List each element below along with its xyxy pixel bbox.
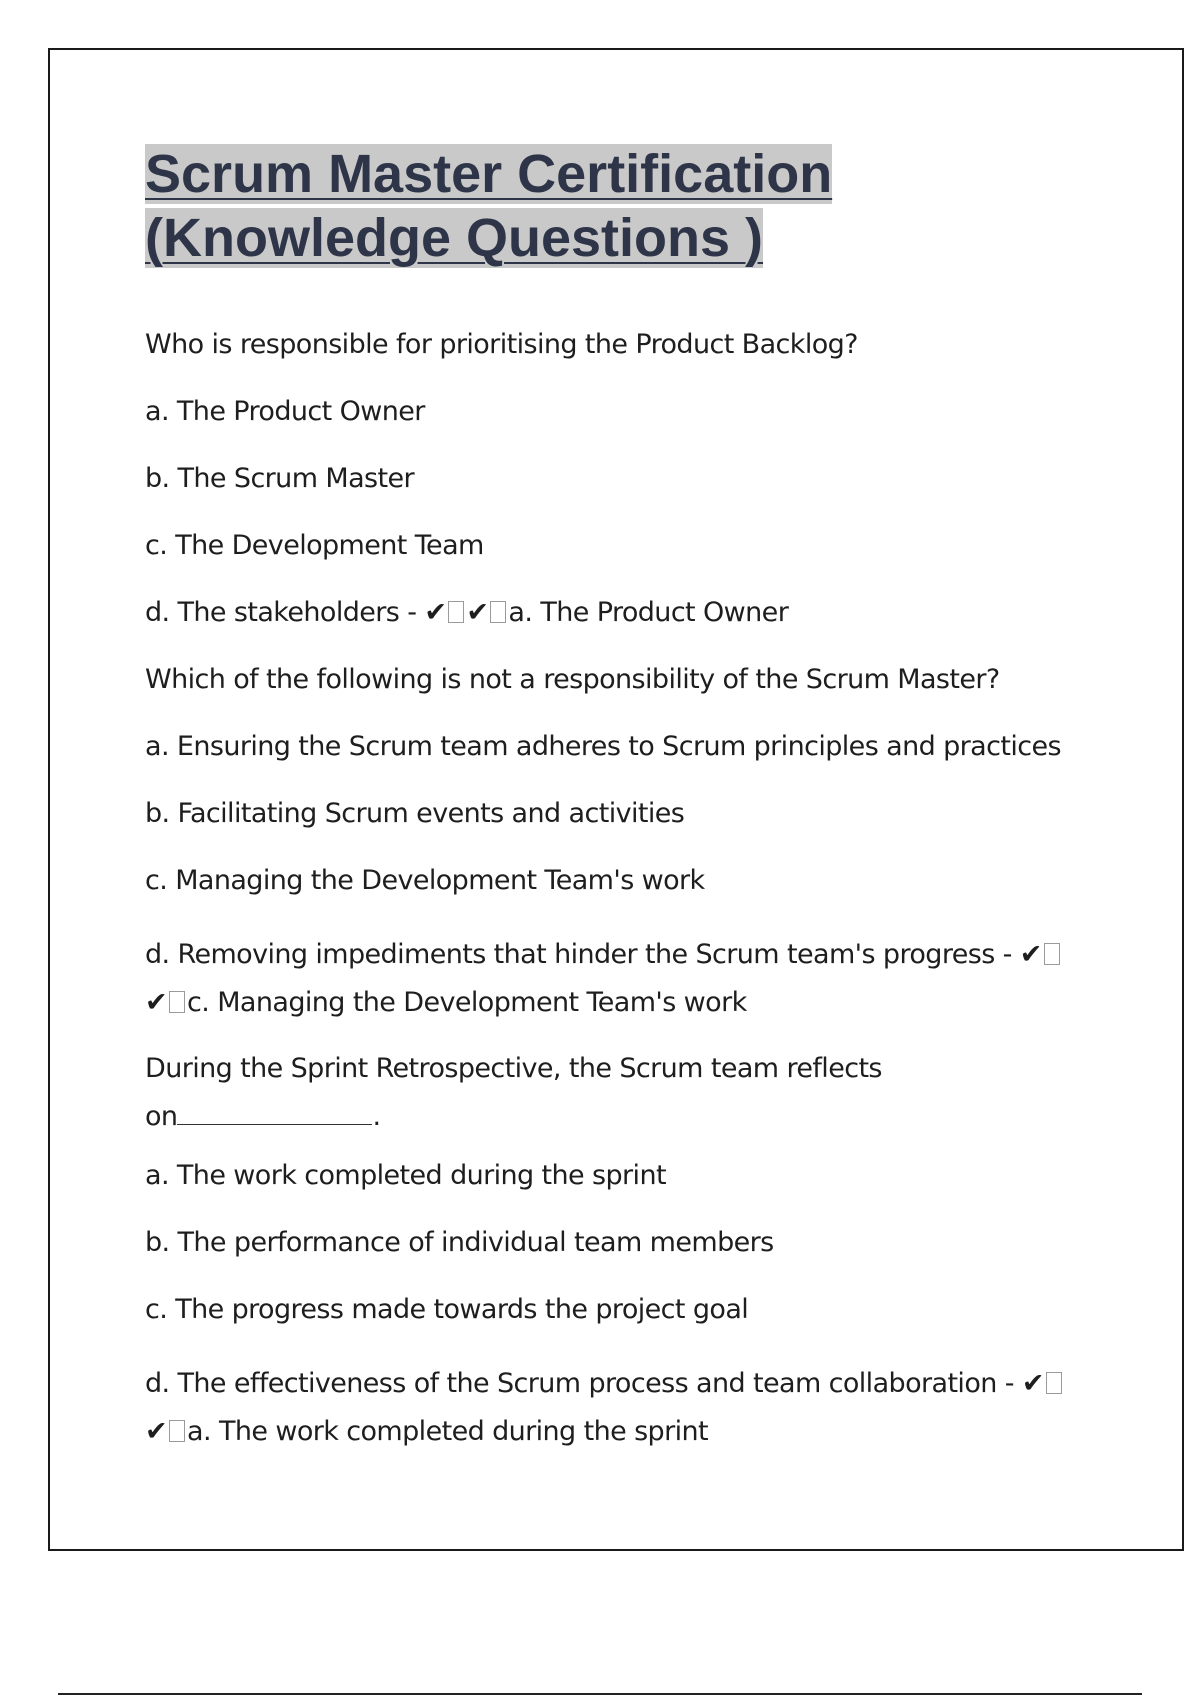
question-3-text-end: .: [372, 1101, 381, 1132]
empty-box-icon: [448, 601, 464, 623]
check-mark-icon: ✔: [424, 597, 447, 628]
document-title: [145, 142, 905, 270]
empty-box-icon: [169, 1420, 185, 1442]
question-3-answer: a. The work completed during the sprint: [187, 1416, 708, 1447]
question-2-answer: c. Managing the Development Team's work: [187, 987, 747, 1018]
question-list: [145, 328, 1105, 1456]
empty-box-icon: [169, 991, 185, 1013]
check-mark-icon: ✔: [145, 987, 168, 1018]
question-1-option-b: b. The Scrum Master: [145, 463, 414, 494]
question-3-option-c: c. The progress made towards the project goal: [145, 1294, 749, 1325]
check-mark-icon: ✔: [1019, 939, 1042, 970]
fill-in-blank: [177, 1102, 372, 1125]
document-content: [145, 142, 1105, 1474]
question-3-option-a: a. The work completed during the sprint: [145, 1160, 666, 1191]
question-2-option-d: [145, 931, 1105, 1027]
question-2-option-b: b. Facilitating Scrum events and activities: [145, 798, 685, 829]
question-3-text-part-1: During the Sprint Retrospective, the Scrum team reflects: [145, 1053, 882, 1084]
question-3-option-d: [145, 1360, 1105, 1456]
title-line-1: Scrum Master Certification: [145, 144, 833, 204]
question-1-option-c: c. The Development Team: [145, 530, 484, 561]
question-2-option-d-text: d. Removing impediments that hinder the Scrum team's progress -: [145, 939, 1020, 970]
empty-box-icon: [1044, 943, 1060, 965]
empty-box-icon: [490, 601, 506, 623]
question-3-option-d-text: d. The effectiveness of the Scrum process and team collaboration -: [145, 1368, 1022, 1399]
question-1-option-d-text: d. The stakeholders -: [145, 597, 425, 628]
empty-box-icon: [1046, 1372, 1062, 1394]
question-1-option-a: a. The Product Owner: [145, 396, 425, 427]
question-3-option-b: b. The performance of individual team members: [145, 1227, 774, 1258]
question-1-answer: a. The Product Owner: [508, 597, 789, 628]
question-2-option-c: c. Managing the Development Team's work: [145, 865, 705, 896]
check-mark-icon: ✔: [466, 597, 489, 628]
question-2-text: Which of the following is not a responsibility of the Scrum Master?: [145, 664, 1000, 695]
check-mark-icon: ✔: [1021, 1368, 1044, 1399]
footer-divider: [58, 1693, 1142, 1695]
question-3-text-part-2: on: [145, 1101, 178, 1132]
question-3-text: [145, 1045, 1105, 1141]
question-1-text: Who is responsible for prioritising the Product Backlog?: [145, 329, 858, 360]
check-mark-icon: ✔: [145, 1416, 168, 1447]
question-2-option-a: a. Ensuring the Scrum team adheres to Scrum principles and practices: [145, 731, 1061, 762]
question-1-option-d: [145, 596, 1105, 630]
title-line-2: (Knowledge Questions ): [145, 208, 764, 268]
